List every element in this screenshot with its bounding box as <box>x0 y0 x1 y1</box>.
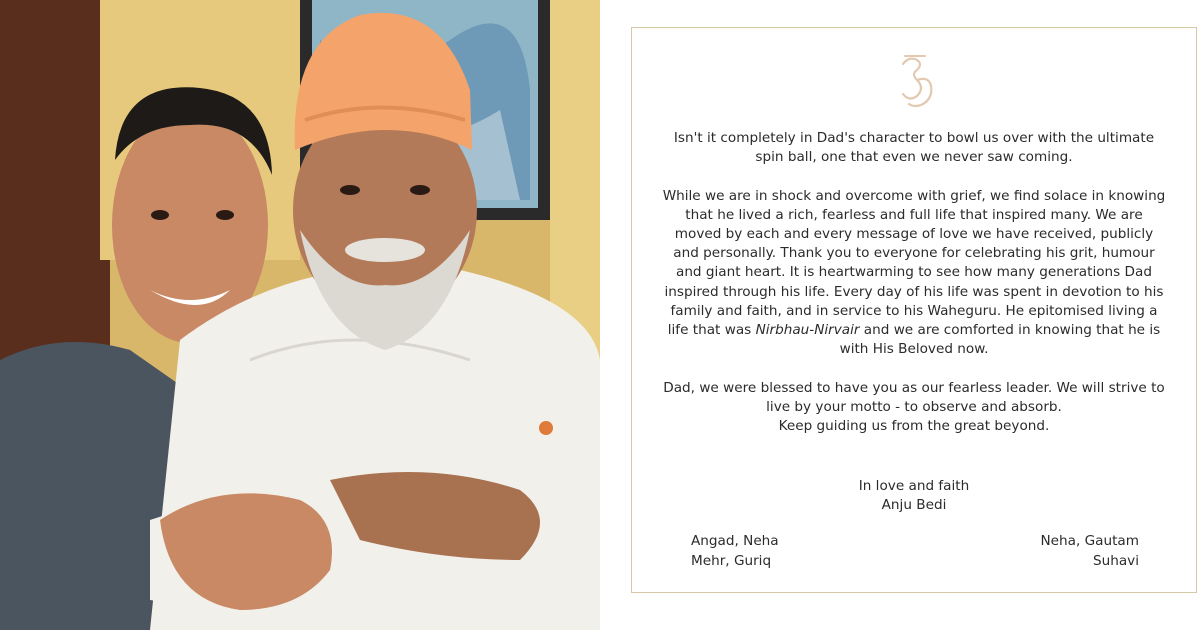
names-left-line-1: Angad, Neha <box>691 533 779 549</box>
letter-body <box>662 129 1166 455</box>
condolence-letter-card <box>631 27 1197 593</box>
family-names-right <box>1040 531 1139 571</box>
letter-paragraph-2: While we are in shock and overcome with grief, we find solace in knowing that he lived a rich, fearless and full life that inspired many. We are moved by each and every message of love we have received, publicly and personally. Thank you to everyone for celebrating his grit, humour and giant heart. It is heartwarming to see how many generations Dad inspired through his life. Every day of his life was spent in devotion to his family and faith, and in service to his Waheguru. He epitomised living a life that was Nirbhau-Nirvair and we are comforted in knowing that he is with His Beloved now. <box>662 187 1166 358</box>
letter-paragraph-1: Isn't it completely in Dad's character to bowl us over with the ultimate spin ball, one that even we never saw coming. <box>673 130 1155 166</box>
names-left-line-2: Mehr, Guriq <box>691 553 772 569</box>
letter-paragraph-3: Dad, we were blessed to have you as our fearless leader. We will strive to live by your motto - to observe and absorb. Keep guiding us from the great beyond. <box>663 379 1165 435</box>
names-right-line-1: Neha, Gautam <box>1040 533 1139 549</box>
names-right-line-2: Suhavi <box>1092 553 1139 569</box>
ik-onkar-icon <box>895 50 937 112</box>
signoff-line: In love and faith <box>858 478 970 494</box>
family-names-left <box>691 531 779 571</box>
italic-phrase: Nirbhau-Nirvair <box>755 322 860 339</box>
signoff-signature: Anju Bedi <box>881 497 947 514</box>
signoff <box>632 477 1196 515</box>
